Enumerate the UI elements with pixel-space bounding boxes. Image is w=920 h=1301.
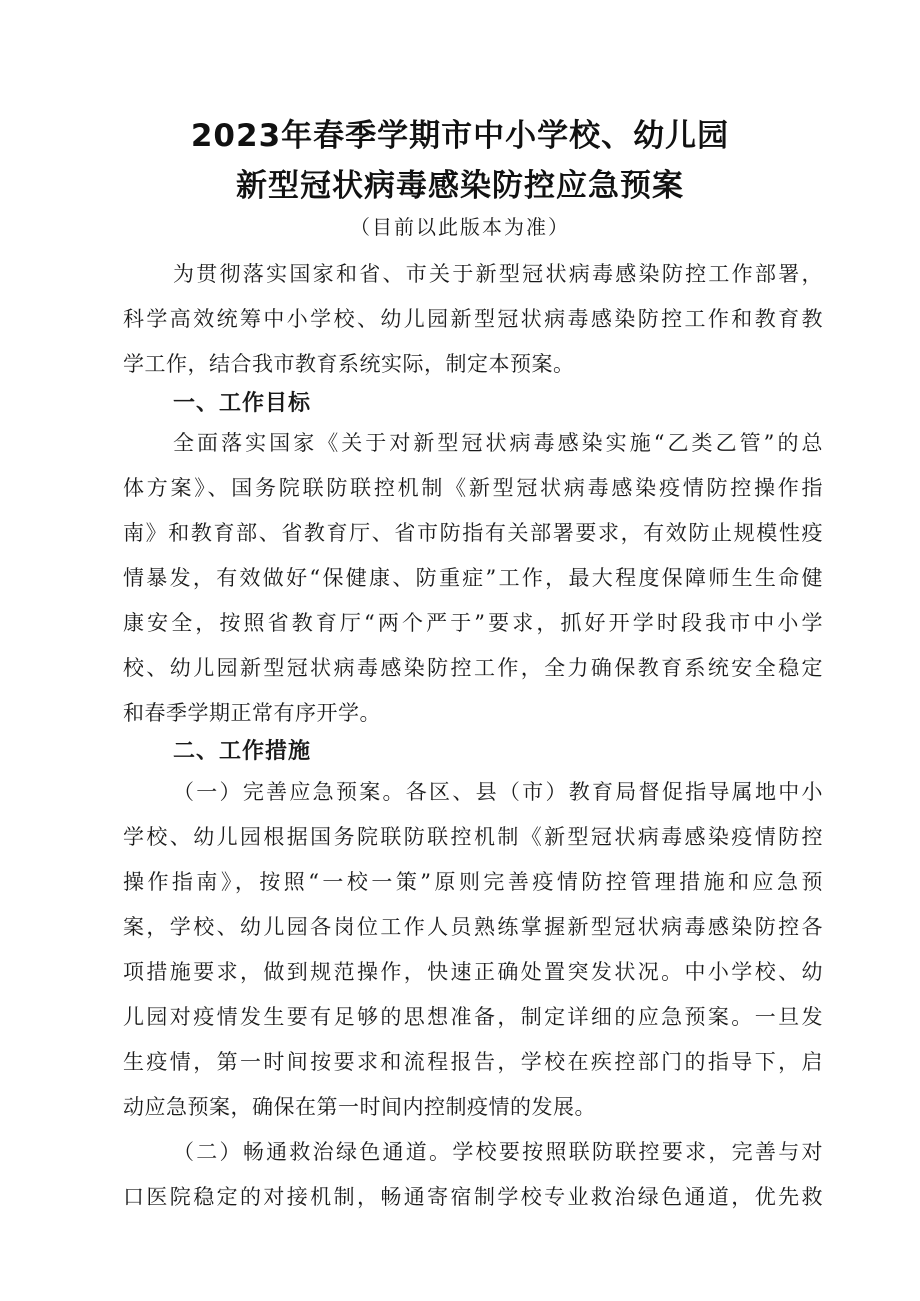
paragraph-line: 案，学校、幼儿园各岗位工作人员熟练掌握新型冠状病毒感染防控各 xyxy=(123,915,823,939)
paragraph-line: 动应急预案，确保在第一时间内控制疫情的发展。 xyxy=(123,1095,596,1119)
paragraph-line: 操作指南》，按照“一校一策”原则完善疫情防控管理措施和应急预 xyxy=(123,870,823,894)
section-heading-work-goals: 一、工作目标 xyxy=(173,391,312,416)
paragraph-line: 儿园对疫情发生要有足够的思想准备，制定详细的应急预案。一旦发 xyxy=(123,1005,823,1029)
document-subtitle: （目前以此版本为准） xyxy=(350,215,570,239)
paragraph-line: 和春季学期正常有序开学。 xyxy=(123,701,381,725)
paragraph-line: 科学高效统筹中小学校、幼儿园新型冠状病毒感染防控工作和教育教 xyxy=(123,307,823,331)
paragraph-line: 生疫情，第一时间按要求和流程报告，学校在疾控部门的指导下，启 xyxy=(123,1050,823,1074)
paragraph-line: 南》和教育部、省教育厅、省市防指有关部署要求，有效防止规模性疫 xyxy=(123,521,823,545)
document-title-line-2: 新型冠状病毒感染防控应急预案 xyxy=(236,168,684,204)
section-heading-work-measures: 二、工作措施 xyxy=(173,739,312,764)
paragraph-line: 康安全，按照省教育厅“两个严于”要求，抓好开学时段我市中小学 xyxy=(123,611,823,635)
paragraph-line: （一）完善应急预案。各区、县（市）教育局督促指导属地中小 xyxy=(173,780,823,804)
paragraph-line: 项措施要求，做到规范操作，快速正确处置突发状况。中小学校、幼 xyxy=(123,960,823,984)
paragraph-line: 情暴发，有效做好“保健康、防重症”工作，最大程度保障师生生命健 xyxy=(123,566,823,590)
paragraph-line: 校、幼儿园新型冠状病毒感染防控工作，全力确保教育系统安全稳定 xyxy=(123,656,823,680)
paragraph-line: 学工作，结合我市教育系统实际，制定本预案。 xyxy=(123,352,575,376)
paragraph-line: 口医院稳定的对接机制，畅通寄宿制学校专业救治绿色通道，优先救 xyxy=(123,1185,823,1209)
paragraph-line: （二）畅通救治绿色通道。学校要按照联防联控要求，完善与对 xyxy=(173,1140,823,1164)
paragraph-line: 体方案》、国务院联防联控机制《新型冠状病毒感染疫情防控操作指 xyxy=(123,476,823,500)
paragraph-line: 学校、幼儿园根据国务院联防联控机制《新型冠状病毒感染疫情防控 xyxy=(123,825,823,849)
document-title-line-1: 2023年春季学期市中小学校、幼儿园 xyxy=(190,118,730,154)
paragraph-line: 为贯彻落实国家和省、市关于新型冠状病毒感染防控工作部署， xyxy=(173,262,823,286)
paragraph-line: 全面落实国家《关于对新型冠状病毒感染实施“乙类乙管”的总 xyxy=(173,431,823,455)
